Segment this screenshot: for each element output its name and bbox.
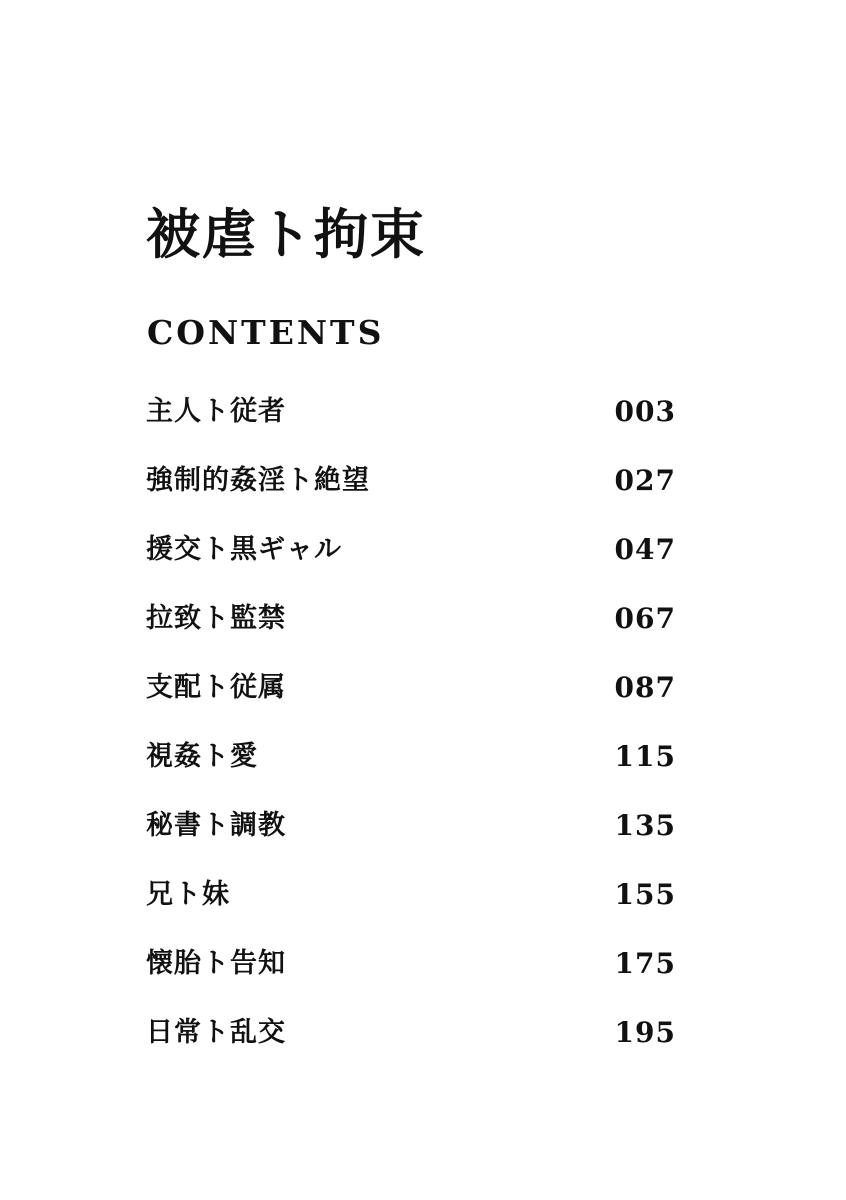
toc-entry-page: 155 bbox=[614, 878, 676, 911]
table-of-contents bbox=[146, 388, 676, 1078]
contents-heading: CONTENTS bbox=[147, 313, 385, 352]
toc-entry-title: 主人ト従者 bbox=[146, 396, 286, 427]
toc-entry bbox=[146, 526, 676, 595]
toc-entry-page: 115 bbox=[614, 740, 676, 773]
toc-entry bbox=[146, 457, 676, 526]
toc-entry bbox=[146, 595, 676, 664]
toc-entry bbox=[146, 871, 676, 940]
toc-entry-page: 087 bbox=[614, 671, 676, 704]
toc-entry-title: 強制的姦淫ト絶望 bbox=[146, 465, 370, 496]
toc-entry-title: 拉致ト監禁 bbox=[146, 603, 286, 634]
toc-entry bbox=[146, 940, 676, 1009]
toc-entry-title: 日常ト乱交 bbox=[146, 1017, 286, 1048]
toc-entry-page: 175 bbox=[614, 947, 676, 980]
toc-entry-title: 援交ト黒ギャル bbox=[146, 534, 342, 565]
toc-entry-title: 視姦ト愛 bbox=[146, 741, 258, 772]
toc-entry bbox=[146, 733, 676, 802]
toc-entry-page: 067 bbox=[614, 602, 676, 635]
toc-entry-title: 秘書ト調教 bbox=[146, 810, 286, 841]
toc-entry bbox=[146, 802, 676, 871]
toc-entry-page: 027 bbox=[614, 464, 676, 497]
toc-entry-title: 懐胎ト告知 bbox=[146, 948, 286, 979]
toc-entry-page: 195 bbox=[614, 1016, 676, 1049]
toc-entry-page: 047 bbox=[614, 533, 676, 566]
toc-entry-page: 135 bbox=[614, 809, 676, 842]
toc-entry-title: 兄ト妹 bbox=[146, 879, 230, 910]
toc-entry bbox=[146, 1009, 676, 1078]
toc-entry-title: 支配ト従属 bbox=[146, 672, 286, 703]
toc-entry-page: 003 bbox=[614, 395, 676, 428]
toc-entry bbox=[146, 388, 676, 457]
book-title: 被虐ト拘束 bbox=[146, 202, 426, 266]
toc-entry bbox=[146, 664, 676, 733]
